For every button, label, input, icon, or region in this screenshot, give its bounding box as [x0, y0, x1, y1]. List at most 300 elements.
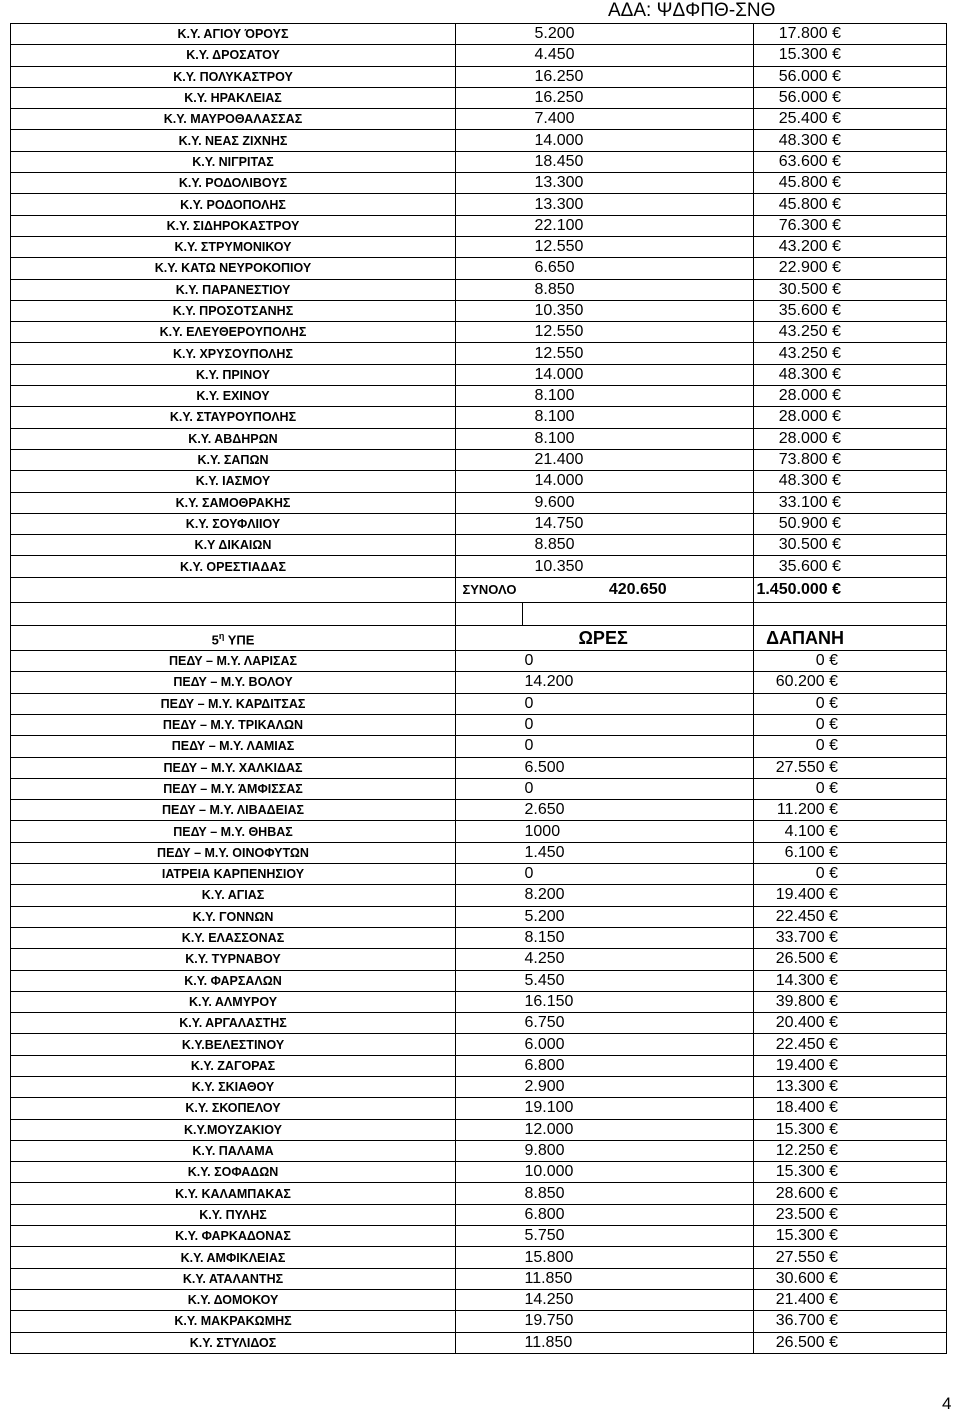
currency-symbol: € [832, 25, 841, 43]
total-row [11, 577, 947, 602]
hours-cell: 10.350 [523, 300, 754, 321]
table-row [11, 970, 947, 991]
cost-cell [754, 322, 947, 343]
hours-cell: 6.000 [523, 1034, 754, 1055]
facility-name: Κ.Υ. ΑΜΦΙΚΛΕΙΑΣ [11, 1247, 456, 1268]
ada-code: ΑΔΑ: ΨΔΦΠΘ-ΣΝΘ [608, 0, 776, 21]
facility-name: Κ.Υ. ΣΤΑΥΡΟΥΠΟΛΗΣ [11, 407, 456, 428]
facility-name: Κ.Υ. ΗΡΑΚΛΕΙΑΣ [11, 87, 456, 108]
table-row [11, 535, 947, 556]
hours-cell: 4.450 [523, 45, 754, 66]
cost-value: 43.250 [778, 323, 828, 341]
empty-cell [456, 1140, 523, 1161]
total-hours: 420.650 [523, 577, 754, 602]
empty-cell [456, 821, 523, 842]
cost-cell [754, 736, 947, 757]
facility-name: Κ.Υ ΔΙΚΑΙΩΝ [11, 535, 456, 556]
currency-symbol: € [829, 1205, 838, 1223]
cost-cell [754, 1140, 947, 1161]
facility-name: Κ.Υ.ΒΕΛΕΣΤΙΝΟΥ [11, 1034, 456, 1055]
empty-cell [456, 864, 523, 885]
table-row [11, 693, 947, 714]
table-row [11, 407, 947, 428]
facility-name: Κ.Υ. ΕΛΑΣΣΟΝΑΣ [11, 927, 456, 948]
currency-symbol: € [829, 1163, 838, 1181]
hours-cell: 11.850 [523, 1268, 754, 1289]
empty-cell [456, 1034, 523, 1055]
cost-value: 43.200 [778, 238, 828, 256]
cost-value: 11.200 [776, 801, 825, 819]
empty-cell [456, 1204, 523, 1225]
empty-cell [456, 109, 523, 130]
table-row [11, 471, 947, 492]
hours-cell: 21.400 [523, 449, 754, 470]
facility-name: Κ.Υ. ΣΚΟΠΕΛΟΥ [11, 1098, 456, 1119]
empty-cell [456, 1289, 523, 1310]
facility-name: Κ.Υ. ΣΤΥΛΙΔΟΣ [11, 1332, 456, 1353]
spacer-cell [754, 602, 947, 625]
hours-cell: 12.550 [523, 322, 754, 343]
currency-symbol: € [832, 195, 841, 213]
hours-cell: 4.250 [523, 949, 754, 970]
table-row [11, 1119, 947, 1140]
table-row [11, 364, 947, 385]
table-row [11, 927, 947, 948]
hours-cell: 9.600 [523, 492, 754, 513]
currency-symbol: € [829, 822, 838, 840]
facility-name: ΠΕΔΥ – Μ.Υ. ΘΗΒΑΣ [11, 821, 456, 842]
table-row [11, 1226, 947, 1247]
table-row [11, 173, 947, 194]
facility-name: Κ.Υ. ΑΤΑΛΑΝΤΗΣ [11, 1268, 456, 1289]
cost-value: 36.700 [775, 1312, 825, 1330]
cost-value: 60.200 [775, 673, 825, 691]
cost-value: 18.400 [775, 1099, 825, 1117]
table-row [11, 991, 947, 1012]
cost-cell [754, 1289, 947, 1310]
facility-name: Κ.Υ. ΣΙΔΗΡΟΚΑΣΤΡΟΥ [11, 215, 456, 236]
cost-value: 30.600 [775, 1269, 825, 1287]
currency-symbol: € [832, 110, 841, 128]
hours-cell: 19.750 [523, 1311, 754, 1332]
empty-cell [456, 714, 523, 735]
table-row [11, 428, 947, 449]
cost-value: 17.800 [778, 25, 828, 43]
table-row [11, 215, 947, 236]
empty-cell [456, 949, 523, 970]
currency-symbol: € [829, 1014, 838, 1032]
empty-cell [456, 1098, 523, 1119]
cost-value: 27.550 [775, 1248, 825, 1266]
currency-symbol: € [829, 907, 838, 925]
currency-symbol: € [829, 1312, 838, 1330]
currency-symbol: € [832, 280, 841, 298]
facility-name: Κ.Υ. ΕΛΕΥΘΕΡΟΥΠΟΛΗΣ [11, 322, 456, 343]
cost-cell [754, 428, 947, 449]
spacer-row [11, 602, 947, 625]
table-row [11, 1247, 947, 1268]
empty-cell [456, 842, 523, 863]
hours-cell: 6.500 [523, 757, 754, 778]
cost-cell [754, 1183, 947, 1204]
cost-cell [754, 173, 947, 194]
hours-cell: 0 [523, 714, 754, 735]
hours-cell: 12.550 [523, 343, 754, 364]
facility-name: Κ.Υ. ΖΑΓΟΡΑΣ [11, 1055, 456, 1076]
currency-symbol: € [829, 1248, 838, 1266]
cost-cell [754, 492, 947, 513]
table-row [11, 885, 947, 906]
facility-name: Κ.Υ. ΣΟΥΦΛΙΙΟΥ [11, 513, 456, 534]
empty-cell [456, 906, 523, 927]
table-row [11, 1332, 947, 1353]
table-row [11, 1289, 947, 1310]
currency-symbol: € [829, 737, 838, 755]
table-row [11, 556, 947, 577]
facility-name: Κ.Υ. ΡΟΔΟΠΟΛΗΣ [11, 194, 456, 215]
currency-symbol: € [832, 536, 841, 554]
cost-cell [754, 343, 947, 364]
table-row [11, 778, 947, 799]
cost-cell [754, 24, 947, 45]
cost-value: 27.550 [775, 758, 825, 776]
facility-name: Κ.Υ. ΝΙΓΡΙΤΑΣ [11, 151, 456, 172]
empty-cell [456, 885, 523, 906]
facility-name: Κ.Υ. ΣΑΜΟΘΡΑΚΗΣ [11, 492, 456, 513]
hours-cell: 6.800 [523, 1055, 754, 1076]
cost-cell [754, 449, 947, 470]
hours-cell: 5.200 [523, 24, 754, 45]
hours-cell: 18.450 [523, 151, 754, 172]
table-row [11, 1055, 947, 1076]
currency-symbol: € [829, 1120, 838, 1138]
cost-value: 45.800 [778, 195, 828, 213]
hours-cell: 0 [523, 864, 754, 885]
table-row [11, 949, 947, 970]
empty-cell [456, 194, 523, 215]
currency-symbol: € [829, 1099, 838, 1117]
empty-cell [456, 24, 523, 45]
cost-value: 15.300 [778, 46, 828, 64]
facility-name: ΠΕΔΥ – Μ.Υ. ΧΑΛΚΙΔΑΣ [11, 757, 456, 778]
section-2-header [11, 625, 947, 650]
cost-value: 14.300 [775, 971, 825, 989]
hours-cell: 16.250 [523, 87, 754, 108]
cost-cell [754, 714, 947, 735]
cost-value: 0 [815, 737, 825, 755]
hours-cell: 16.250 [523, 66, 754, 87]
facility-name: ΠΕΔΥ – Μ.Υ. ΟΙΝΟΦΥΤΩΝ [11, 842, 456, 863]
table-row [11, 1013, 947, 1034]
facility-name: Κ.Υ. ΚΑΛΑΜΠΑΚΑΣ [11, 1183, 456, 1204]
table-row [11, 1034, 947, 1055]
cost-cell [754, 651, 947, 672]
empty-cell [456, 535, 523, 556]
table-row [11, 300, 947, 321]
empty-cell [456, 651, 523, 672]
cost-value: 43.250 [778, 344, 828, 362]
table-row [11, 757, 947, 778]
cost-value: 0 [815, 694, 825, 712]
currency-symbol: € [832, 429, 841, 447]
page-number: 4 [942, 1394, 952, 1413]
empty-cell [456, 800, 523, 821]
table-row [11, 864, 947, 885]
header-hours: ΩΡΕΣ [523, 625, 754, 650]
table-row [11, 492, 947, 513]
empty-cell [456, 672, 523, 693]
cost-cell [754, 109, 947, 130]
empty-cell [456, 258, 523, 279]
facility-name: ΠΕΔΥ – Μ.Υ. ΛΑΡΙΣΑΣ [11, 651, 456, 672]
cost-cell [754, 45, 947, 66]
currency-symbol: € [832, 174, 841, 192]
currency-symbol: € [829, 758, 838, 776]
cost-value: 48.300 [778, 131, 828, 149]
empty-cell [456, 556, 523, 577]
facility-name: Κ.Υ. ΠΑΛΑΜΑ [11, 1140, 456, 1161]
cost-value: 33.100 [778, 493, 828, 511]
facility-name: Κ.Υ. ΦΑΡΣΑΛΩΝ [11, 970, 456, 991]
currency-symbol: € [832, 152, 841, 170]
empty-cell [456, 1162, 523, 1183]
facility-name: Κ.Υ. ΠΟΛΥΚΑΣΤΡΟΥ [11, 66, 456, 87]
cost-value: 28.000 [778, 429, 828, 447]
table-row [11, 130, 947, 151]
hours-cell: 14.000 [523, 130, 754, 151]
cost-cell [754, 1076, 947, 1097]
cost-cell [754, 1013, 947, 1034]
cost-value: 6.100 [784, 843, 825, 861]
currency-symbol: € [829, 929, 838, 947]
currency-symbol: € [829, 779, 838, 797]
cost-cell [754, 1034, 947, 1055]
facility-name: Κ.Υ. ΤΥΡΝΑΒΟΥ [11, 949, 456, 970]
currency-symbol: € [829, 1227, 838, 1245]
spacer-cell [523, 602, 754, 625]
empty-cell [456, 279, 523, 300]
table-row [11, 714, 947, 735]
cost-cell [754, 864, 947, 885]
empty-cell [456, 1332, 523, 1353]
cost-cell [754, 1119, 947, 1140]
table-row [11, 1076, 947, 1097]
currency-symbol: € [832, 216, 841, 234]
cost-cell [754, 258, 947, 279]
cost-value: 12.250 [775, 1142, 825, 1160]
hours-cell: 0 [523, 778, 754, 799]
cost-value: 56.000 [778, 89, 828, 107]
facility-name: Κ.Υ. ΑΒΔΗΡΩΝ [11, 428, 456, 449]
cost-value: 15.300 [775, 1120, 825, 1138]
currency-symbol: € [829, 1269, 838, 1287]
cost-cell [754, 151, 947, 172]
table-row [11, 279, 947, 300]
total-spacer [11, 577, 456, 602]
hours-cell: 9.800 [523, 1140, 754, 1161]
empty-cell [456, 428, 523, 449]
currency-symbol: € [829, 1142, 838, 1160]
table-row [11, 842, 947, 863]
currency-symbol: € [829, 716, 838, 734]
cost-value: 19.400 [775, 886, 825, 904]
empty-cell [456, 1311, 523, 1332]
currency-symbol: € [832, 557, 841, 575]
facility-name: Κ.Υ. ΑΛΜΥΡΟΥ [11, 991, 456, 1012]
spacer-cell [11, 602, 456, 625]
currency-symbol: € [829, 886, 838, 904]
facility-name: Κ.Υ. ΑΓΙΑΣ [11, 885, 456, 906]
currency-symbol: € [829, 801, 838, 819]
empty-cell [456, 66, 523, 87]
empty-cell [456, 693, 523, 714]
empty-cell [456, 151, 523, 172]
table-row [11, 1268, 947, 1289]
currency-symbol: € [829, 1184, 838, 1202]
total-cost: 1.450.000 € [754, 577, 947, 602]
currency-symbol: € [829, 865, 838, 883]
facility-name: Κ.Υ. ΠΥΛΗΣ [11, 1204, 456, 1225]
currency-symbol: € [829, 950, 838, 968]
cost-value: 33.700 [775, 929, 825, 947]
hours-cell: 2.650 [523, 800, 754, 821]
header-blank [456, 625, 523, 650]
cost-cell [754, 1247, 947, 1268]
empty-cell [456, 386, 523, 407]
cost-cell [754, 1332, 947, 1353]
cost-cell [754, 215, 947, 236]
table-row [11, 449, 947, 470]
facility-name: Κ.Υ. ΙΑΣΜΟΥ [11, 471, 456, 492]
cost-value: 26.500 [775, 1333, 825, 1351]
table-row [11, 800, 947, 821]
cost-cell [754, 1098, 947, 1119]
facility-name: Κ.Υ. ΝΕΑΣ ΖΙΧΝΗΣ [11, 130, 456, 151]
empty-cell [456, 173, 523, 194]
empty-cell [456, 1055, 523, 1076]
hours-cell: 16.150 [523, 991, 754, 1012]
empty-cell [456, 1119, 523, 1140]
cost-cell [754, 1226, 947, 1247]
hours-cell: 12.550 [523, 236, 754, 257]
hours-cell: 5.750 [523, 1226, 754, 1247]
hours-cell: 1000 [523, 821, 754, 842]
currency-symbol: € [832, 238, 841, 256]
facility-name: ΠΕΔΥ – Μ.Υ. ΛΑΜΙΑΣ [11, 736, 456, 757]
facility-name: Κ.Υ. ΔΟΜΟΚΟΥ [11, 1289, 456, 1310]
empty-cell [456, 492, 523, 513]
cost-value: 28.600 [775, 1184, 825, 1202]
cost-value: 0 [815, 865, 825, 883]
hours-cell: 14.000 [523, 471, 754, 492]
empty-cell [456, 757, 523, 778]
cost-cell [754, 364, 947, 385]
currency-symbol: € [832, 493, 841, 511]
currency-symbol: € [829, 1291, 838, 1309]
facility-name: Κ.Υ. ΕΧΙΝΟΥ [11, 386, 456, 407]
table-row [11, 906, 947, 927]
hours-cell: 8.100 [523, 407, 754, 428]
currency-symbol: € [832, 387, 841, 405]
table-row [11, 1098, 947, 1119]
currency-symbol: € [829, 673, 838, 691]
hours-cell: 19.100 [523, 1098, 754, 1119]
hours-cell: 15.800 [523, 1247, 754, 1268]
currency-symbol: € [832, 408, 841, 426]
currency-symbol: € [829, 1078, 838, 1096]
table-row [11, 672, 947, 693]
table-row [11, 736, 947, 757]
currency-symbol: € [829, 971, 838, 989]
currency-symbol: € [832, 365, 841, 383]
section-2-title: $5^\eta$ ΥΠΕ [11, 625, 456, 650]
facility-name: Κ.Υ. ΣΚΙΑΘΟΥ [11, 1076, 456, 1097]
facility-name: Κ.Υ. ΦΑΡΚΑΔΟΝΑΣ [11, 1226, 456, 1247]
hours-cell: 8.850 [523, 1183, 754, 1204]
empty-cell [456, 513, 523, 534]
hours-cell: 8.100 [523, 386, 754, 407]
currency-symbol: € [832, 89, 841, 107]
facility-name: Κ.Υ. ΚΑΤΩ ΝΕΥΡΟΚΟΠΙΟΥ [11, 258, 456, 279]
currency-symbol: € [832, 259, 841, 277]
facility-name: Κ.Υ. ΣΤΡΥΜΟΝΙΚΟΥ [11, 236, 456, 257]
cost-cell [754, 386, 947, 407]
cost-value: 15.300 [775, 1163, 825, 1181]
facility-name: ΠΕΔΥ – Μ.Υ. ΛΙΒΑΔΕΙΑΣ [11, 800, 456, 821]
cost-cell [754, 513, 947, 534]
hours-cell: 14.000 [523, 364, 754, 385]
cost-value: 63.600 [778, 152, 828, 170]
currency-symbol: € [829, 652, 838, 670]
cost-value: 20.400 [775, 1014, 825, 1032]
currency-symbol: € [832, 302, 841, 319]
hours-cell: 12.000 [523, 1119, 754, 1140]
empty-cell [456, 1076, 523, 1097]
table-row [11, 258, 947, 279]
facility-name: Κ.Υ. ΑΡΓΑΛΑΣΤΗΣ [11, 1013, 456, 1034]
currency-symbol: € [832, 344, 841, 362]
empty-cell [456, 449, 523, 470]
facility-name: Κ.Υ. ΑΓΙΟΥ ΌΡΟΥΣ [11, 24, 456, 45]
cost-cell [754, 66, 947, 87]
hours-cell: 2.900 [523, 1076, 754, 1097]
table-row [11, 651, 947, 672]
cost-cell [754, 885, 947, 906]
cost-cell [754, 194, 947, 215]
facility-name: ΠΕΔΥ – Μ.Υ. ΆΜΦΙΣΣΑΣ [11, 778, 456, 799]
table-row [11, 1140, 947, 1161]
table-row [11, 45, 947, 66]
table-row [11, 322, 947, 343]
table-row [11, 343, 947, 364]
total-label: ΣΥΝΟΛΟ [456, 577, 523, 602]
cost-cell [754, 778, 947, 799]
facility-name: Κ.Υ. ΣΟΦΑΔΩΝ [11, 1162, 456, 1183]
table-row [11, 236, 947, 257]
cost-cell [754, 1055, 947, 1076]
facility-name: Κ.Υ. ΔΡΟΣΑΤΟΥ [11, 45, 456, 66]
hours-cell: 8.850 [523, 535, 754, 556]
cost-value: 22.450 [775, 907, 825, 925]
cost-cell [754, 693, 947, 714]
cost-cell [754, 471, 947, 492]
cost-cell [754, 535, 947, 556]
empty-cell [456, 343, 523, 364]
currency-symbol: € [832, 451, 841, 469]
currency-symbol: € [832, 67, 841, 85]
facility-name: ΠΕΔΥ – Μ.Υ. ΤΡΙΚΑΛΩΝ [11, 714, 456, 735]
cost-value: 28.000 [778, 387, 828, 405]
